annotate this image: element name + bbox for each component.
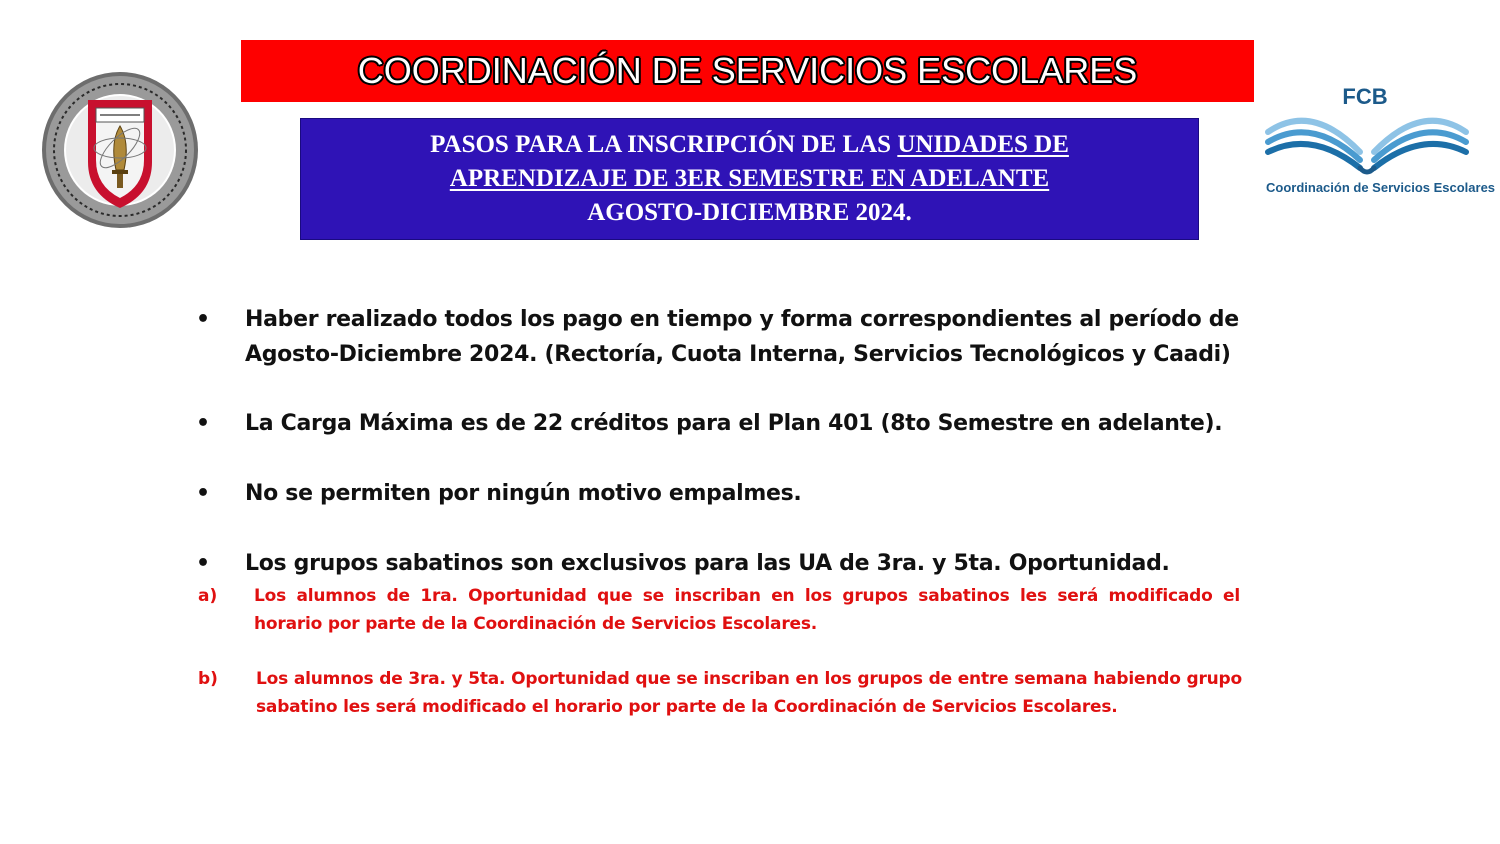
faculty-seal-icon [40, 70, 200, 230]
sub-item-text: Los alumnos de 3ra. y 5ta. Oportunidad que se inscriban en los grupos de entre semana habiendo grupo sabatino les será modificado el horario por parte de la Coordinación de Servicios Escolares. [256, 669, 1242, 717]
bullet-text-line: La Carga Máxima es de 22 créditos para el Plan 401 (8to Semestre en adelante). [245, 411, 1223, 436]
subtitle-underlined-2: APRENDIZAJE DE 3ER SEMESTRE EN ADELANTE [449, 165, 1050, 192]
bullet-text-line: No se permiten por ningún motivo empalmes. [245, 481, 802, 506]
subtitle-line-3: AGOSTO-DICIEMBRE 2024. [587, 199, 912, 226]
list-item [196, 302, 1246, 372]
sub-list-item [198, 582, 1242, 638]
subtitle-prefix: PASOS PARA LA INSCRIPCIÓN DE LAS [430, 131, 898, 158]
bullet-text-line: Los grupos sabatinos son exclusivos para las UA de 3ra. y 5ta. Oportunidad. [245, 551, 1170, 576]
subtitle-line-2 [450, 162, 1049, 196]
bullet-icon: • [196, 481, 211, 506]
bullet-icon: • [196, 411, 211, 436]
sub-item-text: Los alumnos de 1ra. Oportunidad que se inscriban en los grupos sabatinos les será modificado el horario por parte de la Coordinación de Servicios Escolares. [254, 586, 1240, 634]
title-banner [241, 40, 1254, 102]
bullet-text-line: Agosto-Diciembre 2024. (Rectoría, Cuota Interna, Servicios Tecnológicos y Caadi) [245, 342, 1231, 367]
page-title: COORDINACIÓN DE SERVICIOS ESCOLARES [357, 50, 1138, 91]
subtitle-underlined-1: UNIDADES DE [897, 131, 1069, 158]
sub-list-item [198, 665, 1242, 749]
fcb-logo-text: FCB [1342, 84, 1388, 109]
list-item [196, 406, 1246, 441]
bullet-text-line: Haber realizado todos los pago en tiempo y forma correspondientes al período de [245, 307, 1239, 332]
bullet-icon: • [196, 551, 211, 576]
subtitle-banner [301, 119, 1198, 239]
sub-item-label: a) [198, 586, 218, 606]
sub-item-label: b) [198, 669, 218, 689]
list-item [196, 546, 1246, 581]
fcb-logo-caption: Coordinación de Servicios Escolares [1266, 180, 1496, 195]
bullet-icon: • [196, 307, 211, 332]
list-item [196, 476, 1246, 511]
subtitle-line-1 [430, 128, 1069, 162]
